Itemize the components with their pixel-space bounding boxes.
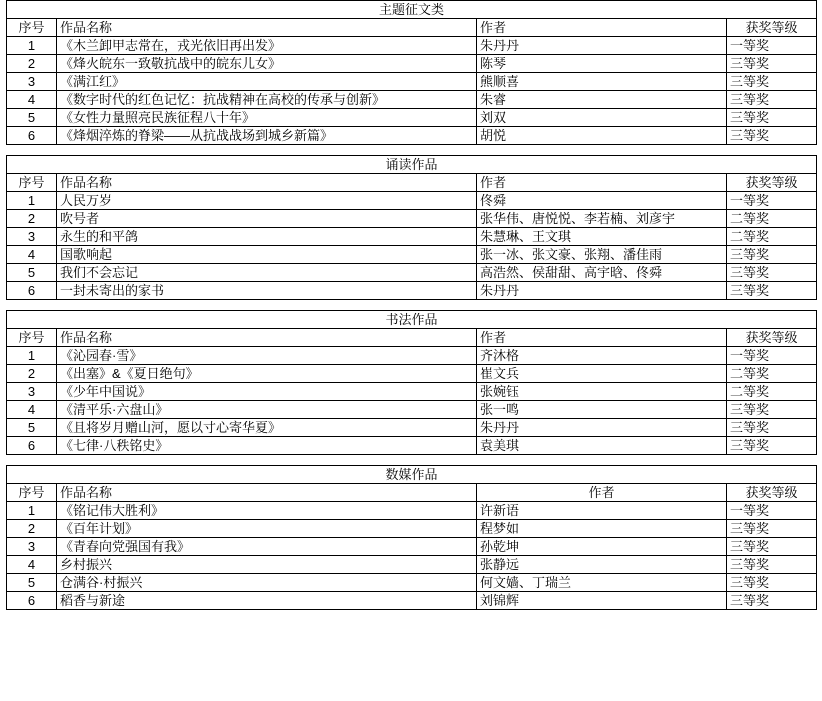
cell-name: 《百年计划》 (57, 520, 477, 538)
cell-name: 《女性力量照亮民族征程八十年》 (57, 109, 477, 127)
cell-level: 二等奖 (727, 383, 817, 401)
cell-index: 6 (7, 127, 57, 145)
cell-name: 《铭记伟大胜利》 (57, 502, 477, 520)
cell-level: 三等奖 (727, 556, 817, 574)
cell-index: 4 (7, 91, 57, 109)
cell-index: 4 (7, 246, 57, 264)
cell-level: 三等奖 (727, 264, 817, 282)
section-title-row (7, 311, 817, 329)
cell-author: 高浩然、侯甜甜、高宇晗、佟舜 (477, 264, 727, 282)
cell-name: 《烽火皖东一致敬抗战中的皖东儿女》 (57, 55, 477, 73)
cell-index: 6 (7, 282, 57, 300)
cell-author: 熊顺喜 (477, 73, 727, 91)
cell-author: 张婉钰 (477, 383, 727, 401)
table-row (7, 192, 817, 210)
cell-level: 三等奖 (727, 520, 817, 538)
cell-author: 张华伟、唐悦悦、李若楠、刘彦宇 (477, 210, 727, 228)
award-table-section-2 (6, 155, 817, 300)
cell-author: 程梦如 (477, 520, 727, 538)
section-title-row (7, 466, 817, 484)
award-table-section-1 (6, 0, 817, 145)
cell-name: 《少年中国说》 (57, 383, 477, 401)
award-table-section-4 (6, 465, 817, 610)
cell-index: 5 (7, 419, 57, 437)
cell-index: 5 (7, 109, 57, 127)
cell-index: 1 (7, 347, 57, 365)
table-row (7, 210, 817, 228)
cell-author: 许新语 (477, 502, 727, 520)
table-row (7, 538, 817, 556)
section-title: 诵读作品 (7, 156, 817, 174)
cell-name: 《青春向党强国有我》 (57, 538, 477, 556)
cell-author: 刘锦辉 (477, 592, 727, 610)
section-title-row (7, 156, 817, 174)
table-row (7, 419, 817, 437)
table-header-row (7, 174, 817, 192)
cell-level: 三等奖 (727, 246, 817, 264)
cell-level: 二等奖 (727, 210, 817, 228)
header-level: 获奖等级 (727, 484, 817, 502)
cell-name: 《且将岁月赠山河，愿以寸心寄华夏》 (57, 419, 477, 437)
cell-author: 袁美琪 (477, 437, 727, 455)
header-level: 获奖等级 (727, 174, 817, 192)
cell-author: 孙乾坤 (477, 538, 727, 556)
cell-author: 朱丹丹 (477, 37, 727, 55)
header-author: 作者 (477, 484, 727, 502)
section-title: 数媒作品 (7, 466, 817, 484)
cell-name: 仓满谷·村振兴 (57, 574, 477, 592)
table-header-row (7, 19, 817, 37)
cell-level: 三等奖 (727, 419, 817, 437)
cell-index: 2 (7, 520, 57, 538)
cell-index: 2 (7, 365, 57, 383)
header-level: 获奖等级 (727, 19, 817, 37)
cell-index: 1 (7, 192, 57, 210)
cell-name: 吹号者 (57, 210, 477, 228)
cell-level: 三等奖 (727, 91, 817, 109)
cell-level: 二等奖 (727, 365, 817, 383)
cell-author: 朱丹丹 (477, 419, 727, 437)
cell-level: 三等奖 (727, 574, 817, 592)
table-row (7, 264, 817, 282)
cell-name: 《出塞》&《夏日绝句》 (57, 365, 477, 383)
table-row (7, 37, 817, 55)
cell-author: 刘双 (477, 109, 727, 127)
cell-name: 乡村振兴 (57, 556, 477, 574)
table-header-row (7, 484, 817, 502)
cell-name: 稻香与新途 (57, 592, 477, 610)
cell-author: 朱丹丹 (477, 282, 727, 300)
header-index: 序号 (7, 174, 57, 192)
cell-index: 2 (7, 210, 57, 228)
header-author: 作者 (477, 329, 727, 347)
cell-name: 《沁园春·雪》 (57, 347, 477, 365)
table-row (7, 127, 817, 145)
cell-name: 《烽烟淬炼的脊梁——从抗战战场到城乡新篇》 (57, 127, 477, 145)
cell-level: 三等奖 (727, 282, 817, 300)
table-row (7, 73, 817, 91)
header-author: 作者 (477, 19, 727, 37)
cell-author: 齐沐格 (477, 347, 727, 365)
table-row (7, 574, 817, 592)
cell-index: 3 (7, 383, 57, 401)
cell-author: 佟舜 (477, 192, 727, 210)
cell-level: 三等奖 (727, 437, 817, 455)
cell-name: 我们不会忘记 (57, 264, 477, 282)
table-row (7, 520, 817, 538)
table-row (7, 246, 817, 264)
table-header-row (7, 329, 817, 347)
cell-index: 1 (7, 502, 57, 520)
header-author: 作者 (477, 174, 727, 192)
header-index: 序号 (7, 484, 57, 502)
cell-author: 胡悦 (477, 127, 727, 145)
table-row (7, 592, 817, 610)
cell-level: 三等奖 (727, 55, 817, 73)
table-row (7, 55, 817, 73)
cell-index: 5 (7, 264, 57, 282)
section-title: 主题征文类 (7, 1, 817, 19)
cell-author: 朱慧琳、王文琪 (477, 228, 727, 246)
table-row (7, 556, 817, 574)
cell-index: 5 (7, 574, 57, 592)
cell-name: 《木兰卸甲志常在，戎光依旧再出发》 (57, 37, 477, 55)
cell-author: 陈琴 (477, 55, 727, 73)
table-row (7, 401, 817, 419)
cell-level: 一等奖 (727, 192, 817, 210)
cell-level: 一等奖 (727, 347, 817, 365)
cell-level: 三等奖 (727, 109, 817, 127)
cell-index: 6 (7, 592, 57, 610)
cell-index: 6 (7, 437, 57, 455)
award-table-section-3 (6, 310, 817, 455)
table-row (7, 228, 817, 246)
cell-index: 3 (7, 228, 57, 246)
header-name: 作品名称 (57, 484, 477, 502)
cell-author: 崔文兵 (477, 365, 727, 383)
cell-level: 三等奖 (727, 538, 817, 556)
header-index: 序号 (7, 19, 57, 37)
cell-index: 4 (7, 401, 57, 419)
cell-name: 永生的和平鸽 (57, 228, 477, 246)
header-index: 序号 (7, 329, 57, 347)
cell-index: 2 (7, 55, 57, 73)
cell-name: 一封未寄出的家书 (57, 282, 477, 300)
table-row (7, 347, 817, 365)
cell-author: 张一冰、张文豪、张翔、潘佳雨 (477, 246, 727, 264)
cell-name: 国歌响起 (57, 246, 477, 264)
cell-author: 张静远 (477, 556, 727, 574)
header-name: 作品名称 (57, 329, 477, 347)
cell-author: 朱睿 (477, 91, 727, 109)
cell-level: 一等奖 (727, 502, 817, 520)
table-row (7, 365, 817, 383)
cell-level: 三等奖 (727, 73, 817, 91)
cell-name: 《清平乐·六盘山》 (57, 401, 477, 419)
table-row (7, 109, 817, 127)
cell-name: 人民万岁 (57, 192, 477, 210)
cell-level: 三等奖 (727, 401, 817, 419)
cell-author: 张一鸣 (477, 401, 727, 419)
cell-name: 《满江红》 (57, 73, 477, 91)
cell-level: 三等奖 (727, 127, 817, 145)
table-row (7, 437, 817, 455)
table-row (7, 383, 817, 401)
cell-level: 一等奖 (727, 37, 817, 55)
cell-index: 1 (7, 37, 57, 55)
cell-index: 4 (7, 556, 57, 574)
table-row (7, 91, 817, 109)
header-level: 获奖等级 (727, 329, 817, 347)
cell-name: 《七律·八秩铭史》 (57, 437, 477, 455)
cell-index: 3 (7, 538, 57, 556)
cell-name: 《数字时代的红色记忆：抗战精神在高校的传承与创新》 (57, 91, 477, 109)
cell-level: 三等奖 (727, 592, 817, 610)
table-row (7, 502, 817, 520)
header-name: 作品名称 (57, 174, 477, 192)
section-title-row (7, 1, 817, 19)
cell-author: 何文嫱、丁瑞兰 (477, 574, 727, 592)
table-row (7, 282, 817, 300)
header-name: 作品名称 (57, 19, 477, 37)
section-title: 书法作品 (7, 311, 817, 329)
cell-index: 3 (7, 73, 57, 91)
cell-level: 二等奖 (727, 228, 817, 246)
